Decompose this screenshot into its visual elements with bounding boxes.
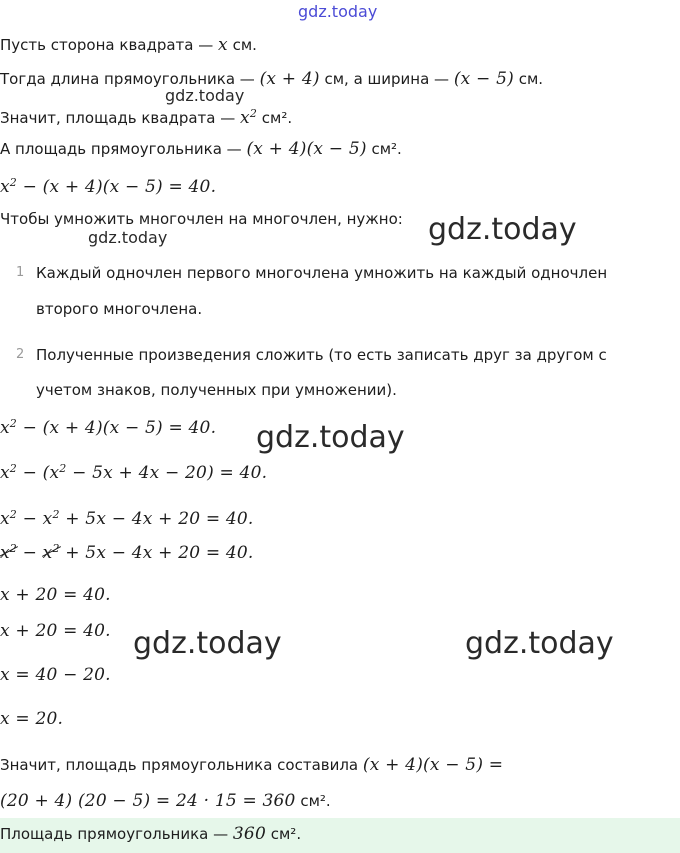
- solution-step: x = 40 − 20.: [0, 665, 111, 685]
- watermark-small: gdz.today: [165, 86, 245, 105]
- watermark-small: gdz.today: [88, 228, 168, 247]
- intro-line-square-area: Значит, площадь квадрата — $x^2$ см².: [0, 107, 293, 128]
- rule-heading: Чтобы умножить многочлен на многочлен, нужно:: [0, 210, 403, 228]
- cancelled-term: $x^2$: [43, 538, 60, 564]
- cancelled-term: $x^2$: [0, 538, 17, 564]
- watermark-large: gdz.today: [133, 626, 282, 661]
- list-item-line: учетом знаков, полученных при умножении).: [36, 381, 397, 399]
- solution-step: $x^2 - (x^2 - 5x + 4x - 20) = 40$.: [0, 462, 268, 483]
- list-item-number: 2: [16, 347, 25, 362]
- answer-box: [0, 818, 680, 853]
- solution-step: x + 20 = 40.: [0, 585, 111, 605]
- list-item-line: Полученные произведения сложить (то есть записать друг за другом с: [36, 346, 607, 364]
- conclusion-calculation: (20 + 4) (20 − 5) = 24 · 15 = 360 см².: [0, 791, 331, 811]
- intro-line-rect-area: А площадь прямоугольника — (x + 4)(x − 5) см².: [0, 139, 402, 159]
- conclusion-line: Значит, площадь прямоугольника составила (x + 4)(x − 5) =: [0, 755, 504, 775]
- watermark-large: gdz.today: [428, 212, 577, 247]
- watermark-large: gdz.today: [465, 626, 614, 661]
- solution-step: $x^2 - (x + 4)(x - 5) = 40$.: [0, 417, 217, 438]
- list-item-line: Каждый одночлен первого многочлена умножить на каждый одночлен: [36, 264, 608, 282]
- solution-step: $x^2 - x^2 + 5x - 4x + 20 = 40$.: [0, 508, 254, 529]
- intro-line-dimensions: Тогда длина прямоугольника — (x + 4) см, а ширина — (x − 5) см.: [0, 69, 544, 89]
- solution-step: x + 20 = 40.: [0, 621, 111, 641]
- watermark-top: gdz.today: [298, 2, 378, 21]
- solution-step: x = 20.: [0, 709, 64, 729]
- list-item-number: 1: [16, 265, 25, 280]
- equation-main: $x^2 - (x + 4)(x - 5) = 40$.: [0, 176, 217, 197]
- answer-text: Площадь прямоугольника — 360 см².: [0, 824, 302, 844]
- watermark-large: gdz.today: [256, 420, 405, 455]
- list-item-line: второго многочлена.: [36, 300, 203, 318]
- intro-line-side: Пусть сторона квадрата — x см.: [0, 35, 257, 55]
- solution-step-cancelled: $x^2 - x^2 + 5x - 4x + 20 = 40$.: [0, 538, 254, 564]
